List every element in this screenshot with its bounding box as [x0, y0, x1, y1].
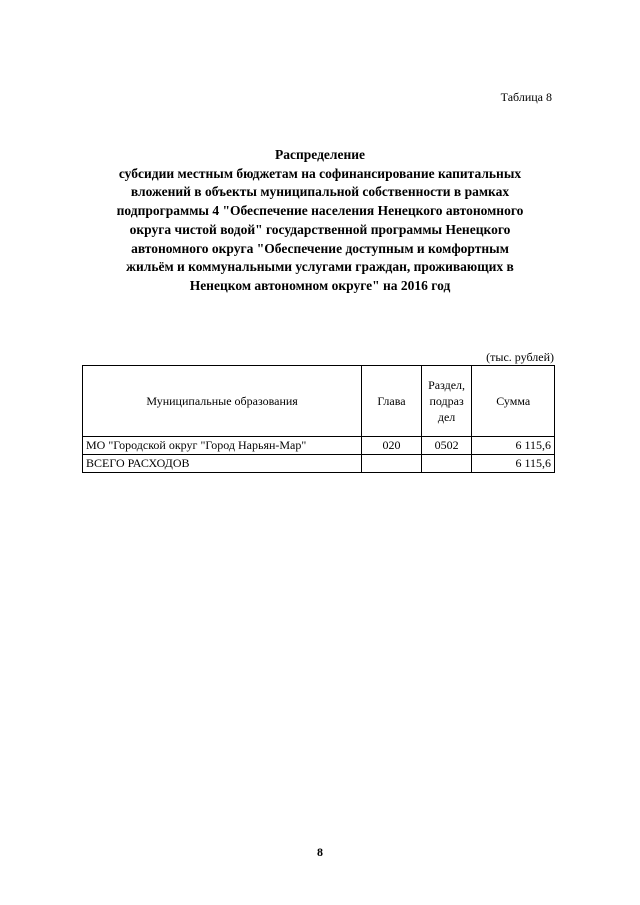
page-number: 8 [317, 845, 323, 859]
title-line: подпрограммы 4 "Обеспечение населения Ненецкого автономного [116, 203, 524, 219]
title-line: Распределение [274, 147, 366, 162]
total-label: ВСЕГО РАСХОДОВ [83, 455, 362, 473]
table-reference: Таблица 8 [500, 90, 552, 104]
cell-section: 0502 [421, 437, 472, 455]
title-line: автономного округа "Обеспечение доступным и комфортным [131, 240, 509, 256]
title-line: округа чистой водой" государственной программы Ненецкого [129, 221, 511, 237]
cell-chapter: 020 [362, 437, 422, 455]
header-section [421, 366, 472, 437]
header-section-line: дел [437, 410, 456, 424]
total-section-empty [421, 455, 472, 473]
cell-sum: 6 115,6 [472, 437, 555, 455]
title-line: вложений в объекты муниципальной собственности в рамках [130, 184, 510, 200]
units-note: (тыс. рублей) [486, 350, 554, 364]
document-title [80, 146, 560, 296]
table-header-row [83, 366, 555, 437]
title-line: жильём и коммунальными услугами граждан, проживающих в [126, 259, 514, 275]
table-row [83, 437, 555, 455]
subsidy-table [82, 365, 555, 473]
header-sum: Сумма [472, 366, 555, 437]
title-line: Ненецком автономном округе" на 2016 год [189, 277, 451, 293]
cell-municipality: МО "Городской округ "Город Нарьян-Мар" [83, 437, 362, 455]
header-section-line: Раздел, [428, 378, 466, 392]
total-sum: 6 115,6 [472, 455, 555, 473]
header-chapter: Глава [362, 366, 422, 437]
total-chapter-empty [362, 455, 422, 473]
header-municipality: Муниципальные образования [83, 366, 362, 437]
header-section-line: подраз [429, 394, 464, 408]
title-line: субсидии местным бюджетам на софинансирование капитальных [118, 165, 522, 181]
table-total-row [83, 455, 555, 473]
